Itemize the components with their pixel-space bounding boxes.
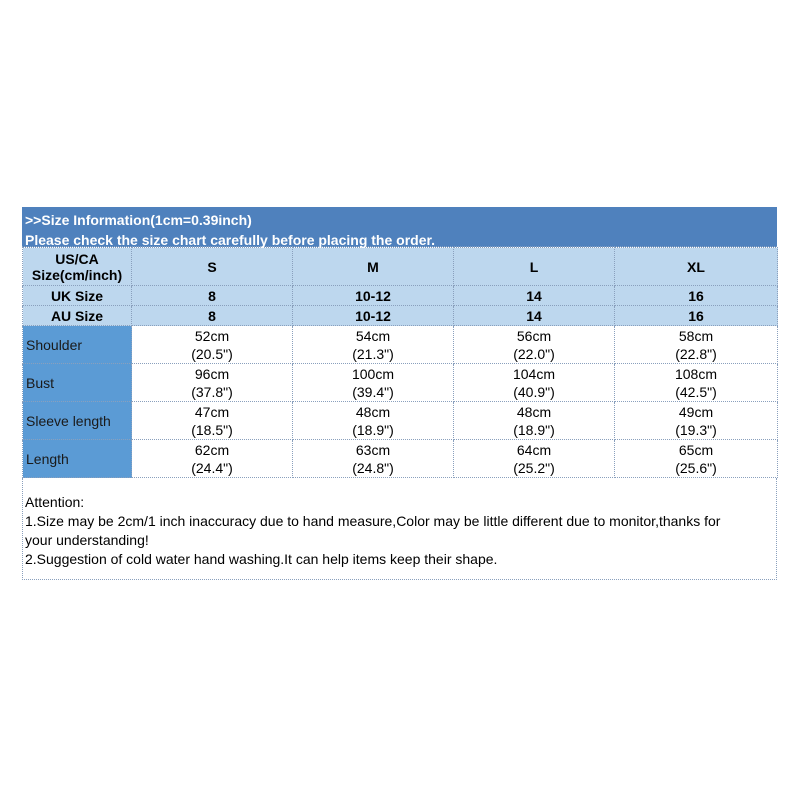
au-size-value: 8 — [132, 306, 293, 326]
size-table — [22, 247, 778, 478]
inch-value: (20.5") — [191, 345, 233, 362]
cm-value: 47cm — [194, 403, 230, 420]
table-row — [23, 440, 778, 478]
inch-value: (18.5") — [191, 421, 233, 438]
notes-line: 2.Suggestion of cold water hand washing.It can help items keep their shape. — [25, 551, 498, 567]
uk-size-value: 10-12 — [293, 286, 454, 306]
table-row — [23, 286, 778, 306]
inch-value: (18.9") — [352, 421, 394, 438]
measure-cell — [132, 402, 293, 440]
inch-value: (24.4") — [191, 459, 233, 476]
size-header-s: S — [132, 248, 293, 286]
us-size-header — [23, 248, 132, 286]
table-row — [23, 306, 778, 326]
us-label: US/CA — [55, 250, 99, 267]
inch-value: (22.0") — [513, 345, 555, 362]
cm-value: 100cm — [351, 365, 395, 382]
banner-subtitle: Please check the size chart carefully before placing the order. — [25, 232, 436, 248]
unit-label: Size(cm/inch) — [31, 266, 123, 283]
inch-value: (25.2") — [513, 459, 555, 476]
cm-value: 48cm — [355, 403, 391, 420]
size-header-l: L — [454, 248, 615, 286]
uk-size-value: 16 — [615, 286, 778, 306]
size-chart — [22, 207, 777, 580]
au-size-value: 16 — [615, 306, 778, 326]
banner-title: >>Size Information(1cm=0.39inch) — [25, 212, 252, 228]
measure-cell — [132, 326, 293, 364]
measure-cell — [293, 326, 454, 364]
cm-value: 54cm — [355, 327, 391, 344]
measure-cell — [454, 402, 615, 440]
size-header-xl: XL — [615, 248, 778, 286]
notes-line: your understanding! — [25, 532, 149, 548]
cm-value: 58cm — [678, 327, 714, 344]
table-row — [23, 364, 778, 402]
measure-cell — [293, 364, 454, 402]
size-info-banner — [22, 207, 777, 247]
measure-cell — [454, 326, 615, 364]
inch-value: (37.8") — [191, 383, 233, 400]
cm-value: 108cm — [674, 365, 718, 382]
measure-cell — [615, 326, 778, 364]
table-row — [23, 402, 778, 440]
notes-title: Attention: — [25, 494, 85, 510]
cm-value: 65cm — [678, 441, 714, 458]
uk-size-value: 14 — [454, 286, 615, 306]
cm-value: 104cm — [512, 365, 556, 382]
attention-notes — [22, 478, 777, 580]
uk-size-value: 8 — [132, 286, 293, 306]
au-size-label: AU Size — [23, 306, 132, 326]
inch-value: (24.8") — [352, 459, 394, 476]
measure-label-sleeve-length: Sleeve length — [23, 402, 132, 440]
uk-size-label: UK Size — [23, 286, 132, 306]
au-size-value: 10-12 — [293, 306, 454, 326]
measure-label-bust: Bust — [23, 364, 132, 402]
measure-label-shoulder: Shoulder — [23, 326, 132, 364]
cm-value: 52cm — [194, 327, 230, 344]
inch-value: (21.3") — [352, 345, 394, 362]
measure-cell — [454, 440, 615, 478]
inch-value: (22.8") — [675, 345, 717, 362]
cm-value: 63cm — [355, 441, 391, 458]
cm-value: 48cm — [516, 403, 552, 420]
inch-value: (42.5") — [675, 383, 717, 400]
table-row — [23, 326, 778, 364]
measure-cell — [615, 402, 778, 440]
table-row — [23, 248, 778, 286]
cm-value: 49cm — [678, 403, 714, 420]
inch-value: (25.6") — [675, 459, 717, 476]
inch-value: (40.9") — [513, 383, 555, 400]
measure-cell — [293, 402, 454, 440]
cm-value: 96cm — [194, 365, 230, 382]
cm-value: 64cm — [516, 441, 552, 458]
au-size-value: 14 — [454, 306, 615, 326]
cm-value: 62cm — [194, 441, 230, 458]
measure-cell — [615, 364, 778, 402]
inch-value: (18.9") — [513, 421, 555, 438]
measure-label-length: Length — [23, 440, 132, 478]
size-header-m: M — [293, 248, 454, 286]
inch-value: (39.4") — [352, 383, 394, 400]
measure-cell — [132, 440, 293, 478]
inch-value: (19.3") — [675, 421, 717, 438]
notes-line: 1.Size may be 2cm/1 inch inaccuracy due to hand measure,Color may be little different due to monitor,thanks for — [25, 513, 721, 529]
cm-value: 56cm — [516, 327, 552, 344]
measure-cell — [615, 440, 778, 478]
measure-cell — [293, 440, 454, 478]
measure-cell — [454, 364, 615, 402]
measure-cell — [132, 364, 293, 402]
